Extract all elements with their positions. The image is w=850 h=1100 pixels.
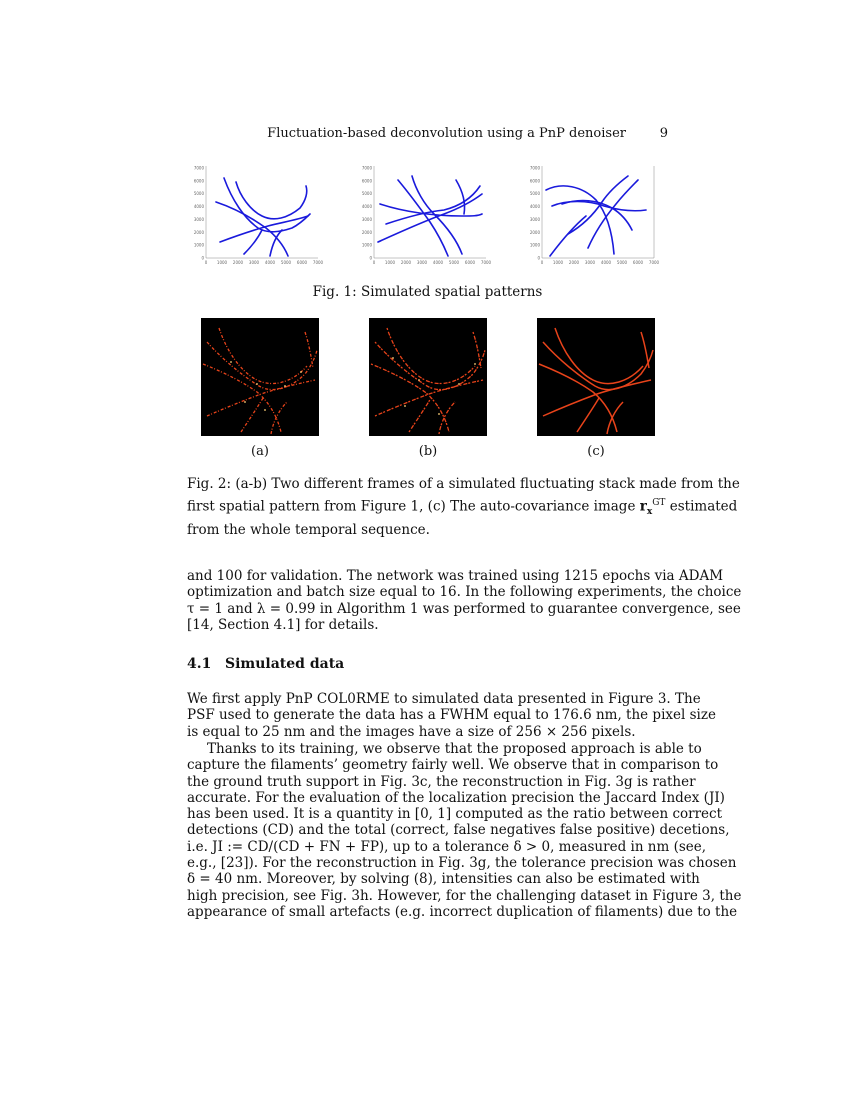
text-line: the ground truth support in Fig. 3c, the reconstruction in Fig. 3g is rather [187,773,696,790]
x-tick-label: 7000 [648,260,660,265]
y-tick-label: 5000 [193,191,204,197]
text-line: Thanks to its training, we observe that the proposed approach is able to [207,741,702,757]
x-tick-label: 6000 [296,260,308,265]
y-tick-label: 0 [369,255,372,261]
y-tick-label: 5000 [529,191,540,197]
x-tick-label: 3000 [416,260,428,265]
rx-symbol: r [639,498,647,514]
text-line: τ = 1 and λ = 0.99 in Algorithm 1 was performed to guarantee convergence, see [187,600,741,617]
paragraph-training [187,568,742,633]
text-line: δ = 40 nm. Moreover, by solving (8), intensities can also be estimated with [187,871,700,888]
paragraph-simulated-data [187,691,716,740]
x-tick-label: 6000 [464,260,476,265]
caption-line: from the whole temporal sequence. [187,522,430,539]
panel-label-a: (a) [251,444,269,459]
text-line: PSF used to generate the data has a FWHM equal to 176.6 nm, the pixel size [187,707,716,724]
y-tick-label: 4000 [529,204,540,210]
text-line: and 100 for validation. The network was trained using 1215 epochs via ADAM [187,568,724,584]
text-line: appearance of small artefacts (e.g. incorrect duplication of filaments) due to the [187,903,738,920]
section-heading [187,656,344,672]
auto-covariance-image [537,318,655,436]
text-line: capture the filaments’ geometry fairly well. We observe that in comparison to [187,757,719,774]
y-tick-label: 0 [537,255,540,261]
filament-lines [378,176,482,256]
x-tick-label: 3000 [584,260,596,265]
text-line: accurate. For the evaluation of the localization precision the Jaccard Index (JI) [187,789,725,806]
x-tick-label: 4000 [600,260,612,265]
y-tick-label: 2000 [193,229,204,235]
x-tick-label: 5000 [616,260,628,265]
pattern-plot-3 [529,160,662,266]
x-tick-label: 1000 [216,260,228,265]
x-tick-label: 4000 [432,260,444,265]
running-title: Fluctuation-based deconvolution using a PnP denoiser [267,126,626,141]
pattern-plot-1 [193,160,326,266]
rx-superscript: GT [652,497,666,508]
y-tick-label: 6000 [529,178,540,184]
x-tick-label: 2000 [400,260,412,265]
caption-text: estimated [669,498,738,514]
section-title: Simulated data [225,656,345,672]
y-tick-label: 7000 [529,165,540,171]
section-number: 4.1 [187,656,212,672]
fluctuating-frame-a [201,318,319,436]
y-tick-label: 1000 [529,242,540,248]
y-tick-label: 7000 [361,165,372,171]
running-head [187,126,668,144]
x-tick-label: 0 [204,260,208,265]
figure-2-caption [187,475,740,540]
text-line: [14, Section 4.1] for details. [187,616,379,633]
rx-subscript: x [646,506,653,517]
fluctuating-frame-b [369,318,487,436]
pattern-plot-2 [361,160,494,266]
x-tick-label: 5000 [448,260,460,265]
x-tick-label: 7000 [312,260,324,265]
y-tick-label: 4000 [361,204,372,210]
text-line: has been used. It is a quantity in [0, 1] computed as the ratio between correct [187,806,723,823]
y-tick-label: 3000 [361,216,372,222]
x-tick-label: 3000 [248,260,260,265]
caption-text: first spatial pattern from Figure 1, (c) The auto-covariance image [187,498,636,514]
y-tick-label: 6000 [361,178,372,184]
y-tick-label: 5000 [361,191,372,197]
y-tick-label: 1000 [193,242,204,248]
caption-line: Fig. 2: (a-b) Two different frames of a simulated fluctuating stack made from the [187,476,740,492]
text-line: We first apply PnP COL0RME to simulated data presented in Figure 3. The [187,691,701,707]
caption-line [187,494,738,522]
y-tick-label: 2000 [529,229,540,235]
y-tick-label: 6000 [193,178,204,184]
y-tick-label: 4000 [193,204,204,210]
filament-lines [546,176,646,256]
y-tick-label: 0 [201,255,204,261]
filament-lines [216,178,310,256]
y-tick-label: 2000 [361,229,372,235]
panel-label-c: (c) [587,444,605,459]
x-tick-label: 0 [540,260,544,265]
x-tick-label: 7000 [480,260,492,265]
x-tick-label: 6000 [632,260,644,265]
text-line: high precision, see Fig. 3h. However, for the challenging dataset in Figure 3, the [187,887,742,904]
y-tick-label: 1000 [361,242,372,248]
text-line: optimization and batch size equal to 16. In the following experiments, the choice [187,584,742,601]
figure-1-caption: Fig. 1: Simulated spatial patterns [312,284,543,300]
figure-1 [193,160,666,270]
page-number: 9 [659,126,668,141]
y-tick-label: 3000 [529,216,540,222]
x-tick-label: 1000 [384,260,396,265]
x-tick-label: 0 [372,260,376,265]
x-tick-label: 1000 [552,260,564,265]
figure-2 [187,318,668,466]
plot-axes [206,166,318,258]
text-line: i.e. JI := CD/(CD + FN + FP), up to a tolerance δ > 0, measured in nm (see, [187,838,707,855]
text-line: e.g., [23]). For the reconstruction in Fig. 3g, the tolerance precision was chosen [187,855,737,872]
paragraph-evaluation [187,741,742,920]
panel-label-b: (b) [418,444,438,459]
x-tick-label: 4000 [264,260,276,265]
text-line: is equal to 25 nm and the images have a size of 256 × 256 pixels. [187,723,636,740]
x-tick-label: 2000 [568,260,580,265]
text-line: detections (CD) and the total (correct, false negatives false positive) decetions, [187,822,730,839]
y-tick-label: 7000 [193,165,204,171]
y-tick-label: 3000 [193,216,204,222]
x-tick-label: 5000 [280,260,292,265]
x-tick-label: 2000 [232,260,244,265]
